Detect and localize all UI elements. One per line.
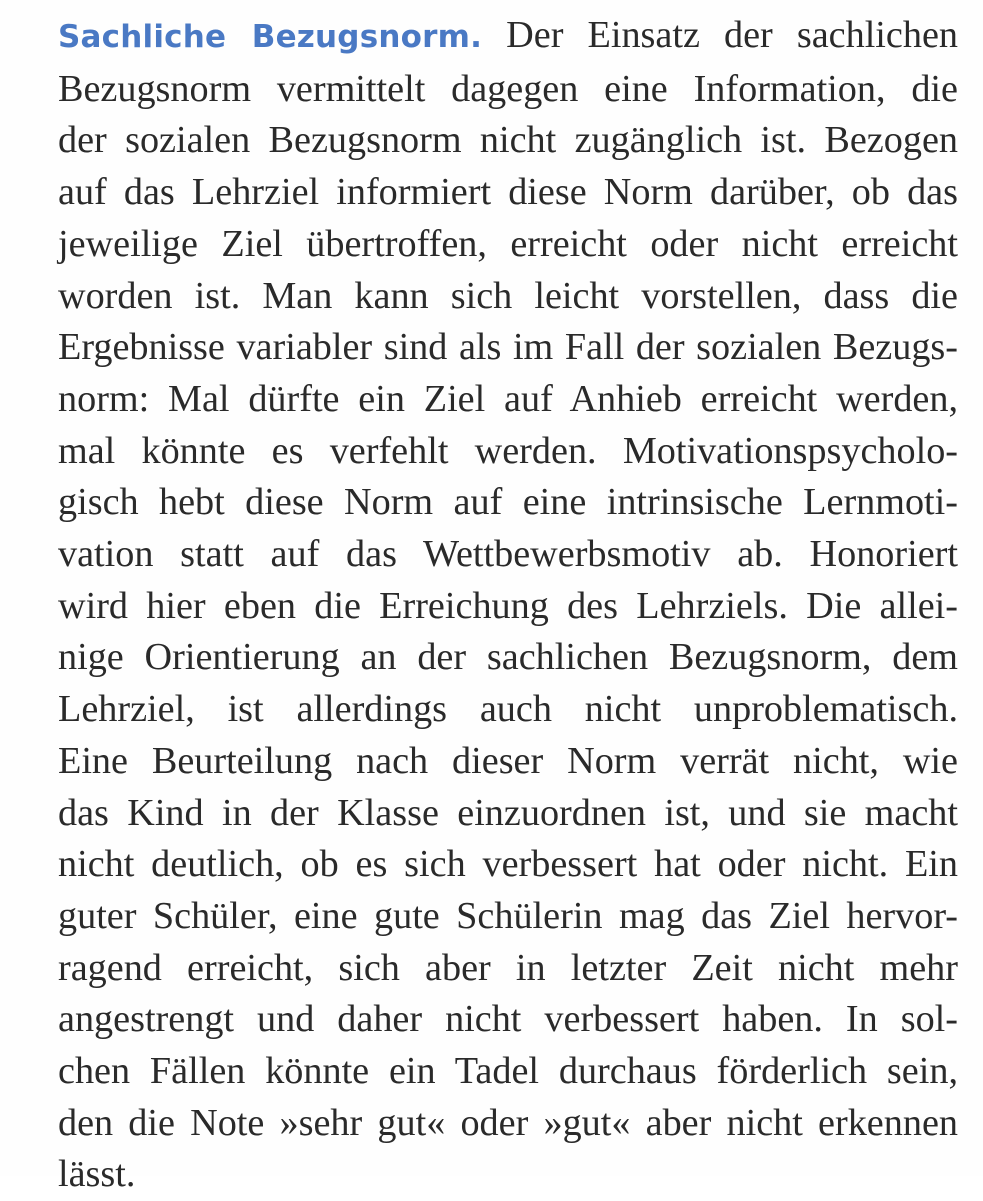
text-line-10: gisch hebt diese Norm auf eine intrinsische Lernmoti- <box>58 481 958 524</box>
text-line-12: wird hier eben die Erreichung des Lehrziels. Die allei- <box>58 584 958 627</box>
text-line-11: vation statt auf das Wettbewerbsmotiv ab. Honoriert <box>58 533 958 576</box>
text-line-21: chen Fällen könnte ein Tadel durchaus förderlich sein, <box>58 1050 958 1093</box>
text-line-15: Eine Beurteilung nach dieser Norm verrät nicht, wie <box>58 739 958 782</box>
text-line-18: guter Schüler, eine gute Schülerin mag das Ziel hervor- <box>58 894 958 937</box>
text-line-8: norm: Mal dürfte ein Ziel auf Anhieb erreicht werden, <box>58 377 958 420</box>
text-line-1-rest: Der Einsatz der sachlichen <box>482 14 958 56</box>
text-line-16: das Kind in der Klasse einzuordnen ist, und sie macht <box>58 791 958 834</box>
text-line-6: worden ist. Man kann sich leicht vorstellen, dass die <box>58 274 958 317</box>
text-line-17: nicht deutlich, ob es sich verbessert hat oder nicht. Ein <box>58 843 958 886</box>
section-heading: Sachliche Bezugsnorm. <box>58 19 483 55</box>
text-line-4: auf das Lehrziel informiert diese Norm darüber, ob das <box>58 171 958 214</box>
text-line-22: den die Note »sehr gut« oder »gut« aber nicht erkennen <box>58 1101 958 1144</box>
text-line-9: mal könnte es verfehlt werden. Motivationspsycholo- <box>58 429 958 472</box>
text-line-3: der sozialen Bezugsnorm nicht zugänglich ist. Bezogen <box>58 119 958 162</box>
text-line-19: ragend erreicht, sich aber in letzter Zeit nicht mehr <box>58 946 958 989</box>
body-paragraph <box>58 10 958 1201</box>
text-line-13: nige Orientierung an der sachlichen Bezugsnorm, dem <box>58 636 958 679</box>
text-line-20: angestrengt und daher nicht verbessert haben. In sol- <box>58 998 958 1041</box>
text-line-2: Bezugsnorm vermittelt dagegen eine Information, die <box>58 67 958 110</box>
text-line-1 <box>58 10 958 64</box>
text-line-23: lässt. <box>58 1153 136 1196</box>
text-line-5: jeweilige Ziel übertroffen, erreicht oder nicht erreicht <box>58 222 958 265</box>
text-line-14: Lehrziel, ist allerdings auch nicht unproblematisch. <box>58 688 958 731</box>
text-line-7: Ergebnisse variabler sind als im Fall der sozialen Bezugs- <box>58 326 958 369</box>
